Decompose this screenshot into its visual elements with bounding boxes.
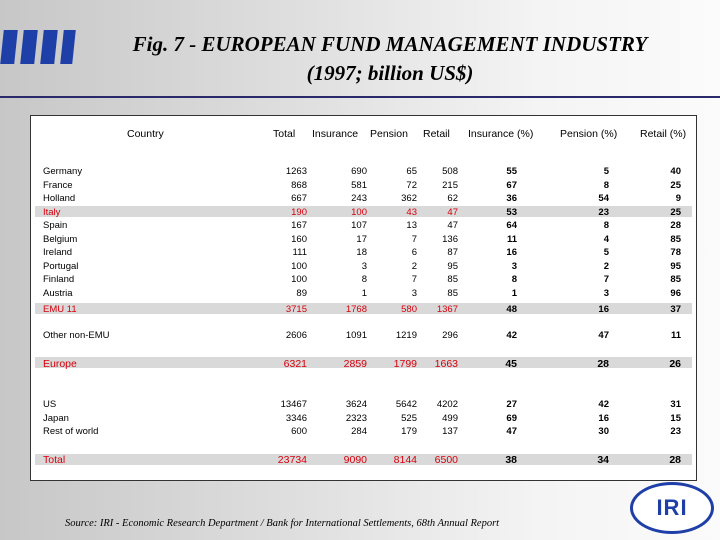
- insurance-cell: 100: [351, 206, 367, 218]
- pension-cell: 43: [406, 206, 417, 218]
- pension-pct-cell: 5: [603, 247, 609, 258]
- total-cell: 89: [296, 287, 307, 299]
- insurance-cell: 17: [356, 233, 367, 245]
- pension-pct-cell: 28: [597, 358, 609, 370]
- header-total: Total: [273, 128, 296, 140]
- pension-pct-cell: 23: [598, 206, 609, 218]
- retail-pct-cell: 25: [670, 179, 681, 191]
- country-cell: Portugal: [43, 260, 79, 272]
- table-row-austria: [31, 288, 696, 301]
- decorative-stripes: [0, 30, 80, 64]
- country-cell: Total: [43, 454, 66, 466]
- pension-cell: 525: [401, 412, 417, 424]
- retail-pct-cell: 11: [670, 330, 681, 341]
- country-cell: Austria: [43, 287, 73, 299]
- pension-cell: 72: [406, 179, 417, 191]
- page-title: [90, 30, 690, 88]
- pension-cell: 7: [411, 233, 417, 245]
- total-cell: 6321: [283, 358, 307, 370]
- total-cell: 3715: [285, 303, 307, 315]
- insurance-pct-cell: 55: [506, 166, 517, 177]
- retail-cell: 4202: [436, 399, 458, 410]
- total-cell: 100: [291, 274, 307, 285]
- header-retail: Retail: [423, 128, 450, 140]
- total-cell: 1263: [285, 166, 307, 177]
- pension-pct-cell: 34: [597, 454, 609, 466]
- insurance-cell: 1091: [345, 330, 367, 341]
- insurance-pct-cell: 67: [506, 179, 517, 191]
- total-cell: 167: [291, 220, 307, 231]
- pension-cell: 7: [411, 274, 417, 285]
- title-line-1: Fig. 7 - EUROPEAN FUND MANAGEMENT INDUSTRY: [132, 32, 648, 56]
- table-row-italy: [31, 207, 696, 220]
- insurance-cell: 18: [356, 247, 367, 258]
- pension-cell: 2: [411, 260, 417, 272]
- table-row-other-non-emu: [31, 330, 696, 343]
- retail-pct-cell: 85: [670, 233, 681, 245]
- pension-pct-cell: 16: [598, 303, 609, 315]
- retail-cell: 1367: [436, 303, 458, 315]
- pension-cell: 1219: [395, 330, 417, 341]
- total-cell: 2606: [285, 330, 307, 341]
- pension-cell: 1799: [393, 358, 417, 370]
- insurance-cell: 243: [351, 193, 367, 204]
- total-cell: 100: [291, 260, 307, 272]
- table-row-ireland: [31, 247, 696, 260]
- pension-pct-cell: 47: [598, 330, 609, 341]
- table-row-spain: [31, 220, 696, 233]
- table-row-germany: [31, 166, 696, 179]
- country-cell: EMU 11: [43, 303, 77, 315]
- retail-cell: 296: [442, 330, 458, 341]
- country-cell: Finland: [43, 274, 75, 285]
- insurance-cell: 1768: [345, 303, 367, 315]
- pension-cell: 65: [406, 166, 417, 177]
- insurance-cell: 1: [361, 287, 367, 299]
- insurance-pct-cell: 47: [506, 426, 517, 437]
- insurance-cell: 690: [351, 166, 367, 177]
- logo-text: IRI: [656, 495, 688, 520]
- retail-pct-cell: 26: [669, 358, 681, 370]
- pension-pct-cell: 2: [603, 260, 609, 272]
- pension-cell: 580: [401, 303, 417, 315]
- source-note: Source: IRI - Economic Research Department / Bank for International Settlements, 68th Annual Report: [65, 518, 500, 529]
- country-cell: Other non-EMU: [43, 330, 110, 341]
- insurance-pct-cell: 48: [506, 303, 517, 315]
- insurance-pct-cell: 11: [506, 233, 517, 245]
- retail-cell: 62: [447, 193, 458, 204]
- insurance-cell: 284: [351, 426, 367, 437]
- retail-cell: 1663: [434, 358, 458, 370]
- country-cell: Europe: [43, 358, 77, 370]
- retail-cell: 85: [447, 274, 458, 285]
- insurance-pct-cell: 53: [506, 206, 517, 218]
- iri-logo: [630, 482, 714, 534]
- total-cell: 13467: [280, 399, 307, 410]
- insurance-pct-cell: 27: [506, 399, 517, 410]
- table-row-france: [31, 180, 696, 193]
- country-cell: US: [43, 399, 57, 410]
- retail-pct-cell: 85: [670, 274, 681, 285]
- retail-cell: 87: [447, 247, 458, 258]
- header-pension: Pension: [370, 128, 408, 140]
- retail-cell: 136: [442, 233, 458, 245]
- retail-cell: 137: [442, 426, 458, 437]
- country-cell: Japan: [43, 412, 69, 424]
- insurance-pct-cell: 38: [505, 454, 517, 466]
- header-insurance: Insurance: [312, 128, 359, 140]
- retail-cell: 508: [442, 166, 458, 177]
- retail-cell: 47: [447, 206, 458, 218]
- retail-pct-cell: 28: [670, 220, 681, 231]
- insurance-cell: 3: [361, 260, 367, 272]
- retail-cell: 85: [447, 287, 458, 299]
- insurance-cell: 2323: [345, 412, 367, 424]
- country-cell: Germany: [43, 166, 83, 177]
- country-cell: Spain: [43, 220, 68, 231]
- table-row-belgium: [31, 234, 696, 247]
- total-cell: 667: [291, 193, 307, 204]
- insurance-cell: 581: [351, 179, 367, 191]
- retail-pct-cell: 40: [670, 166, 681, 177]
- insurance-pct-cell: 16: [506, 247, 517, 258]
- insurance-pct-cell: 1: [511, 287, 517, 299]
- pension-pct-cell: 8: [603, 220, 609, 231]
- total-cell: 3346: [285, 412, 307, 424]
- header-pension-pct: Pension (%): [560, 128, 618, 140]
- total-cell: 160: [291, 233, 307, 245]
- pension-pct-cell: 3: [603, 287, 609, 299]
- header-insurance-pct: Insurance (%): [468, 128, 534, 140]
- insurance-pct-cell: 3: [511, 260, 517, 272]
- insurance-cell: 107: [351, 220, 367, 231]
- country-cell: Ireland: [43, 247, 73, 258]
- retail-pct-cell: 37: [670, 303, 681, 315]
- retail-cell: 95: [447, 260, 458, 272]
- table-row-japan: [31, 413, 696, 426]
- retail-pct-cell: 78: [670, 247, 681, 258]
- title-divider: [0, 96, 720, 98]
- retail-pct-cell: 15: [670, 412, 681, 424]
- country-cell: Rest of world: [43, 426, 99, 437]
- retail-pct-cell: 28: [669, 454, 681, 466]
- table-row-emu-11: [31, 304, 696, 317]
- insurance-pct-cell: 8: [511, 274, 517, 285]
- insurance-pct-cell: 69: [506, 412, 517, 424]
- pension-cell: 13: [406, 220, 417, 231]
- pension-cell: 5642: [395, 399, 417, 410]
- retail-cell: 6500: [434, 454, 458, 466]
- header-retail-pct: Retail (%): [640, 128, 687, 140]
- insurance-cell: 3624: [345, 399, 367, 410]
- retail-cell: 499: [442, 412, 458, 424]
- pension-pct-cell: 42: [598, 399, 609, 410]
- insurance-pct-cell: 64: [506, 220, 517, 231]
- pension-pct-cell: 4: [603, 233, 609, 245]
- country-cell: Holland: [43, 193, 76, 204]
- insurance-pct-cell: 42: [506, 330, 517, 341]
- country-cell: Belgium: [43, 233, 78, 245]
- table-row-us: [31, 399, 696, 412]
- insurance-pct-cell: 45: [505, 358, 517, 370]
- pension-cell: 3: [411, 287, 417, 299]
- pension-pct-cell: 5: [603, 166, 609, 177]
- insurance-cell: 2859: [343, 358, 367, 370]
- retail-pct-cell: 23: [670, 426, 681, 437]
- table-row-total: [31, 454, 696, 467]
- total-cell: 600: [291, 426, 307, 437]
- title-line-2: (1997; billion US$): [306, 61, 474, 85]
- total-cell: 190: [291, 206, 307, 218]
- pension-pct-cell: 30: [598, 426, 609, 437]
- insurance-cell: 8: [361, 274, 367, 285]
- total-cell: 111: [292, 247, 307, 258]
- country-cell: France: [43, 179, 73, 191]
- insurance-cell: 9090: [343, 454, 367, 466]
- data-table: [30, 115, 697, 481]
- insurance-pct-cell: 36: [506, 193, 517, 204]
- pension-cell: 179: [401, 426, 417, 437]
- table-row-europe: [31, 358, 696, 371]
- pension-cell: 8144: [393, 454, 417, 466]
- retail-pct-cell: 9: [675, 193, 681, 204]
- pension-cell: 362: [401, 193, 417, 204]
- retail-pct-cell: 96: [670, 287, 681, 299]
- total-cell: 868: [291, 179, 307, 191]
- pension-pct-cell: 16: [598, 412, 609, 424]
- retail-cell: 47: [447, 220, 458, 231]
- table-row-rest-of-world: [31, 426, 696, 439]
- country-cell: Italy: [43, 206, 61, 218]
- pension-cell: 6: [411, 247, 417, 258]
- retail-pct-cell: 31: [670, 399, 681, 410]
- table-row-portugal: [31, 261, 696, 274]
- retail-pct-cell: 95: [670, 260, 681, 272]
- total-cell: 23734: [277, 454, 307, 466]
- pension-pct-cell: 7: [603, 274, 609, 285]
- table-row-finland: [31, 274, 696, 287]
- pension-pct-cell: 54: [598, 193, 609, 204]
- header-country: Country: [127, 128, 164, 140]
- retail-cell: 215: [442, 179, 458, 191]
- table-row-holland: [31, 193, 696, 206]
- retail-pct-cell: 25: [670, 206, 681, 218]
- pension-pct-cell: 8: [603, 179, 609, 191]
